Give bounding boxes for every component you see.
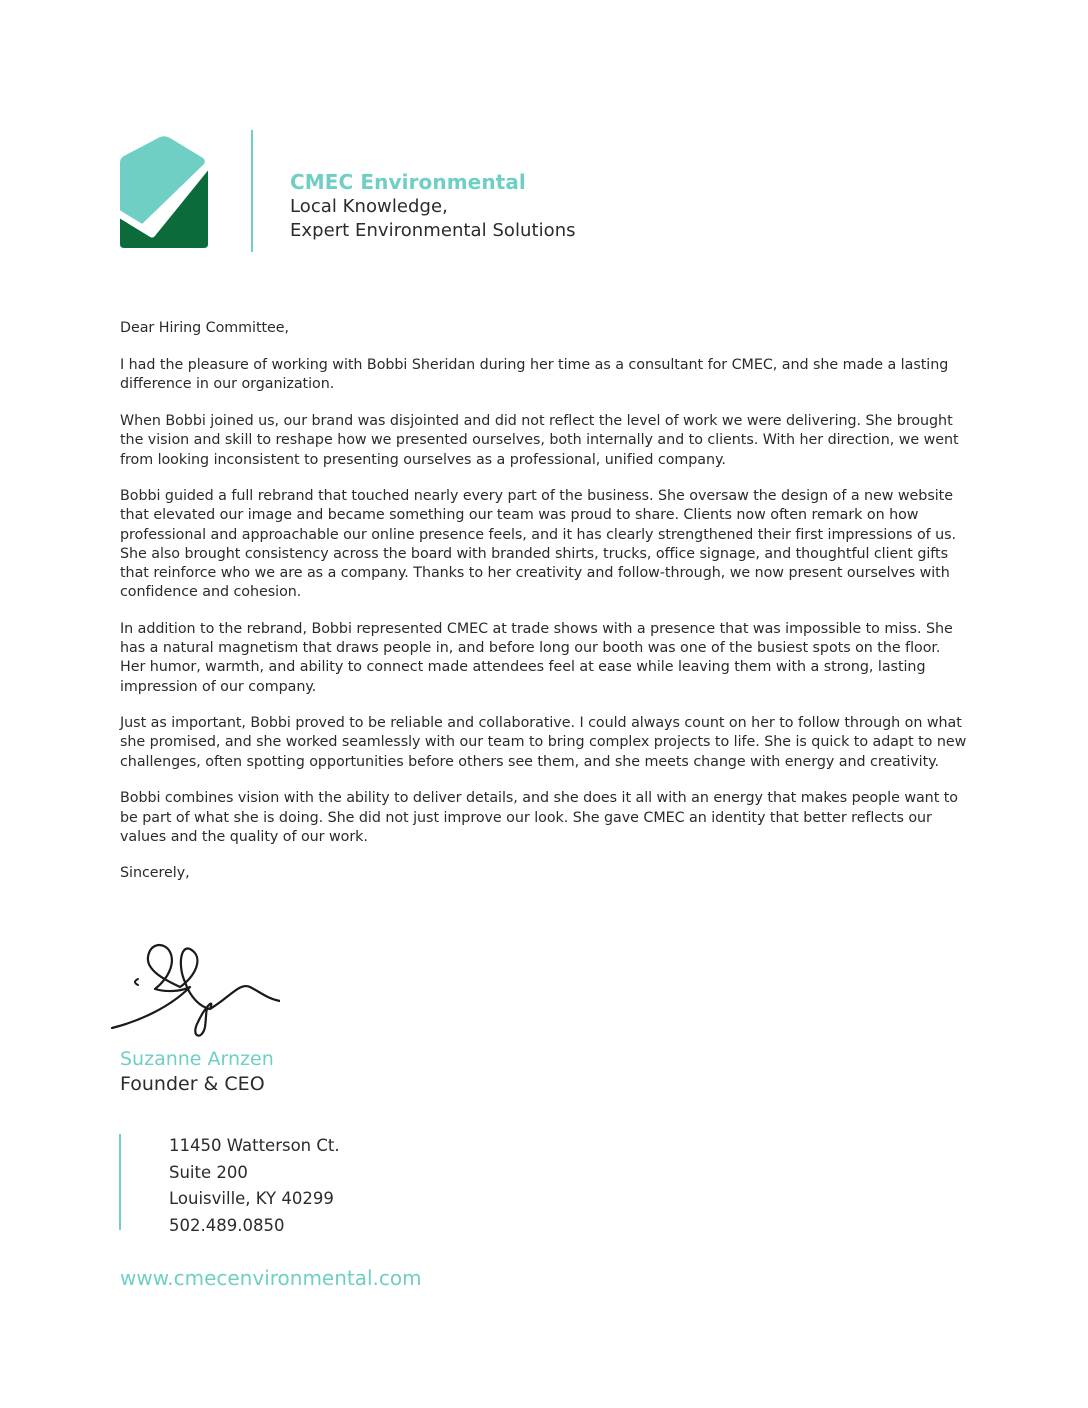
- address-block: [169, 1133, 340, 1239]
- checkmark-house-logo-icon: [118, 134, 212, 250]
- address-street: 11450 Watterson Ct.: [169, 1136, 340, 1155]
- phone-number: 502.489.0850: [169, 1215, 285, 1235]
- paragraph-4: In addition to the rebrand, Bobbi represented CMEC at trade shows with a presence that was impossible to miss. She has a natural magnetism that draws people in, and before long our booth was one of the busiest spots on the floor. Her humor, warmth, and ability to connect made attendees feel at ease while leaving them with a strong, lasting impression of our company.: [120, 620, 953, 695]
- address-city-state-zip: Louisville, KY 40299: [169, 1189, 334, 1208]
- paragraph-1: I had the pleasure of working with Bobbi Sheridan during her time as a consultant for CMEC, and she made a lasting difference in our organization.: [120, 357, 949, 393]
- address-suite: Suite 200: [169, 1162, 248, 1182]
- tagline-line-1: Local Knowledge,: [290, 196, 448, 217]
- paragraph-5: Just as important, Bobbi proved to be reliable and collaborative. I could always count on her to follow through on what she promised, and she worked seamlessly with our team to bring complex projects to life. She is quick to adapt to new challenges, often spotting opportunities before others see them, and she meets change with energy and creativity.: [120, 715, 967, 770]
- address-divider: [119, 1134, 121, 1230]
- company-name: CMEC Environmental: [290, 170, 526, 194]
- header-divider: [251, 130, 253, 252]
- signature-icon: [110, 937, 280, 1044]
- paragraph-2: When Bobbi joined us, our brand was disjointed and did not reflect the level of work we were delivering. She brought the vision and skill to reshape how we presented ourselves, both internally and to clients. With her direction, we went from looking inconsistent to presenting ourselves as a professional, unified company.: [120, 413, 959, 468]
- salutation: Dear Hiring Committee,: [120, 320, 290, 336]
- signer-name: Suzanne Arnzen: [120, 1048, 274, 1070]
- paragraph-6: Bobbi combines vision with the ability to deliver details, and she does it all with an energy that makes people want to be part of what she is doing. She did not just improve our look. She gave CMEC an identity that better reflects our values and the quality of our work.: [120, 790, 959, 845]
- paragraph-3: Bobbi guided a full rebrand that touched nearly every part of the business. She oversaw the design of a new website that elevated our image and became something our team was proud to share. Clients now often remark on how professional and approachable our online presence feels, and it has clearly strengthened their first impressions of us. She also brought consistency across the board with branded shirts, trucks, office signage, and thoughtful client gifts that reinforce who we are as a company. Thanks to her creativity and follow-through, we now present ourselves with confidence and cohesion.: [120, 488, 957, 601]
- tagline-line-2: Expert Environmental Solutions: [290, 219, 576, 241]
- website-link[interactable]: www.cmecenvironmental.com: [120, 1266, 422, 1290]
- letter-body: [120, 319, 970, 901]
- signer-title: Founder & CEO: [120, 1073, 265, 1095]
- closing: Sincerely,: [120, 865, 190, 882]
- letterhead-text: [290, 169, 576, 242]
